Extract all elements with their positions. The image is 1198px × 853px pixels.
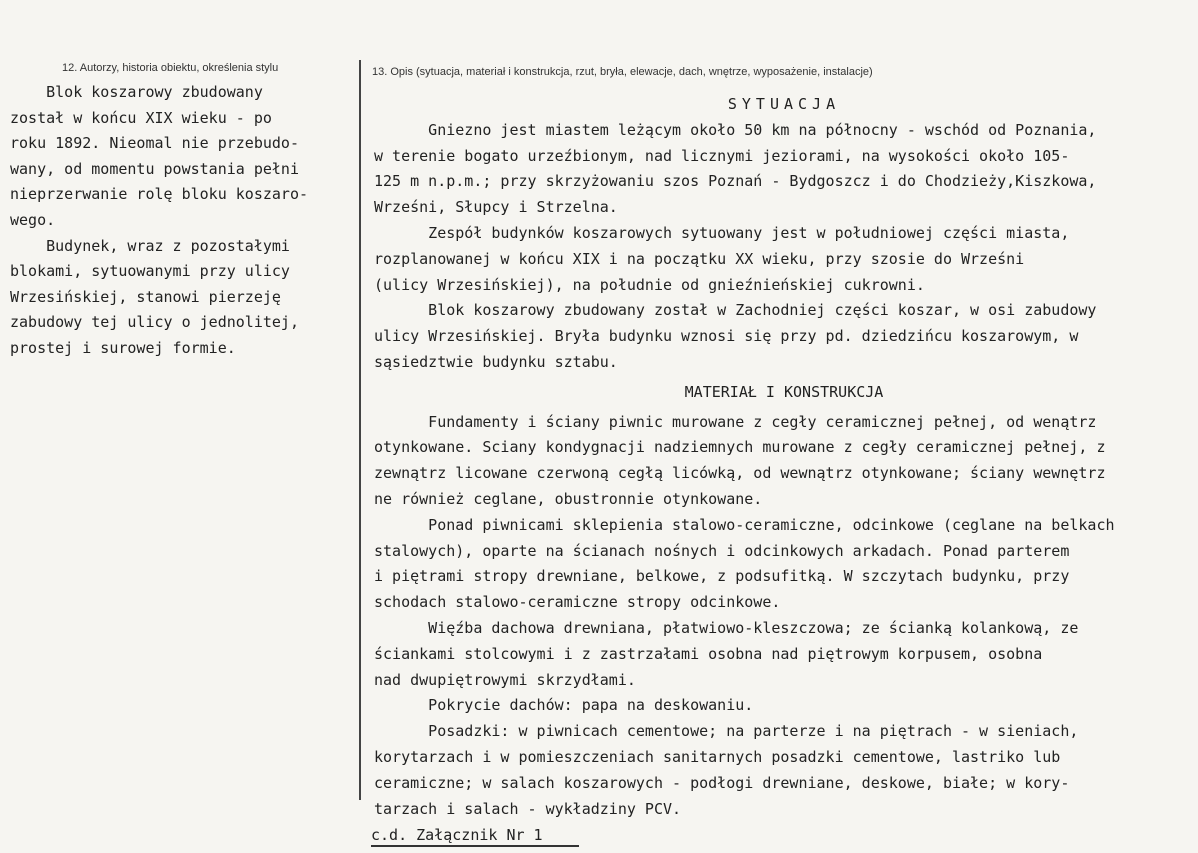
section-heading-material: MATERIAŁ I KONSTRUKCJA (684, 382, 884, 401)
text-line: Fundamenty i ściany piwnic murowane z cegły ceramicznej pełnej, od wenątrz (374, 412, 1097, 431)
text-line: nieprzerwanie rolę bloku koszaro- (10, 185, 309, 204)
text-line: rozplanowanej w końcu XIX i na początku XX wieku, przy szosie do Wrześni (374, 249, 1025, 268)
text-line: Wrzesińskiej, stanowi pierzeję (10, 287, 281, 306)
text-line: stalowych), oparte na ścianach nośnych i odcinkowych arkadach. Ponad parterem (374, 541, 1070, 560)
text-line: korytarzach i w pomieszczeniach sanitarnych posadzki cementowe, lastriko lub (374, 747, 1061, 766)
text-line: Wrześni, Słupcy i Strzelna. (374, 198, 618, 217)
text-line: nad dwupiętrowymi skrzydłami. (374, 670, 636, 689)
footer-attachment-note: c.d. Załącznik Nr 1 (371, 826, 543, 844)
text-line: ściankami stolcowymi i z zastrzałami osobna nad piętrowym korpusem, osobna (374, 644, 1043, 663)
text-line: Budynek, wraz z pozostałymi (10, 236, 290, 255)
text-line: ne również ceglane, obustronnie otynkowane. (374, 489, 763, 508)
footer-underline (371, 845, 579, 847)
text-line: otynkowane. Sciany kondygnacji nadziemnych murowane z cegły ceramicznej pełnej, z (374, 438, 1106, 457)
text-line: (ulicy Wrzesińskiej), na południe od gnieźnieńskiej cukrowni. (374, 275, 925, 294)
left-column-header: 12. Autorzy, historia obiektu, określenia stylu (62, 62, 279, 74)
text-line: schodach stalowo-ceramiczne stropy odcinkowe. (374, 593, 781, 612)
text-line: sąsiedztwie budynku sztabu. (374, 352, 618, 371)
text-line: ulicy Wrzesińskiej. Bryła budynku wznosi się przy pd. dziedzińcu koszarowym, w (374, 327, 1079, 346)
text-line: Blok koszarowy zbudowany został w Zachodniej części koszar, w osi zabudowy (374, 301, 1097, 320)
text-line: roku 1892. Nieomal nie przebudo- (10, 134, 299, 153)
text-line: Ponad piwnicami sklepienia stalowo-ceramiczne, odcinkowe (ceglane na belkach (374, 515, 1115, 534)
text-line: Posadzki: w piwnicach cementowe; na parterze i na piętrach - w sieniach, (374, 722, 1079, 741)
text-line: Gniezno jest miastem leżącym około 50 km na północny - wschód od Poznania, (374, 120, 1097, 139)
text-line: w terenie bogato urzeźbionym, nad licznymi jeziorami, na wysokości około 105- (374, 146, 1070, 165)
text-line: tarzach i salach - wykładziny PCV. (374, 799, 682, 818)
right-column-text (374, 92, 1194, 822)
section-material-konstrukcja (374, 410, 1194, 823)
text-line: Pokrycie dachów: papa na deskowaniu. (374, 696, 754, 715)
column-divider (359, 60, 361, 800)
text-line: prostej i surowej formie. (10, 338, 236, 357)
left-column-text (10, 80, 355, 362)
text-line: zabudowy tej ulicy o jednolitej, (10, 313, 299, 332)
right-column-header: 13. Opis (sytuacja, materiał i konstrukcja, rzut, bryła, elewacje, dach, wnętrze, wyposażenie, instalacje) (372, 66, 873, 78)
text-line: blokami, sytuowanymi przy ulicy (10, 262, 290, 281)
text-line: Więźba dachowa drewniana, płatwiowo-kleszczowa; ze ścianką kolankową, ze (374, 618, 1079, 637)
text-line: 125 m n.p.m.; przy skrzyżowaniu szos Poznań - Bydgoszcz i do Chodzieży,Kiszkowa, (374, 172, 1097, 191)
text-line: Zespół budynków koszarowych sytuowany jest w południowej części miasta, (374, 223, 1070, 242)
section-heading-sytuacja: SYTUACJA (727, 95, 841, 113)
text-line: i piętrami stropy drewniane, belkowe, z podsufitką. W szczytach budynku, przy (374, 567, 1070, 586)
text-line: zewnątrz licowane czerwoną cegłą licówką, od wewnątrz otynkowane; ściany wewnętrz (374, 464, 1106, 483)
text-line: Blok koszarowy zbudowany (10, 83, 263, 101)
text-line: wany, od momentu powstania pełni (10, 159, 299, 178)
text-line: ceramiczne; w salach koszarowych - podłogi drewniane, deskowe, białe; w kory- (374, 773, 1070, 792)
section-sytuacja (374, 118, 1194, 376)
text-line: został w końcu XIX wieku - po (10, 108, 272, 127)
text-line: wego. (10, 210, 56, 229)
